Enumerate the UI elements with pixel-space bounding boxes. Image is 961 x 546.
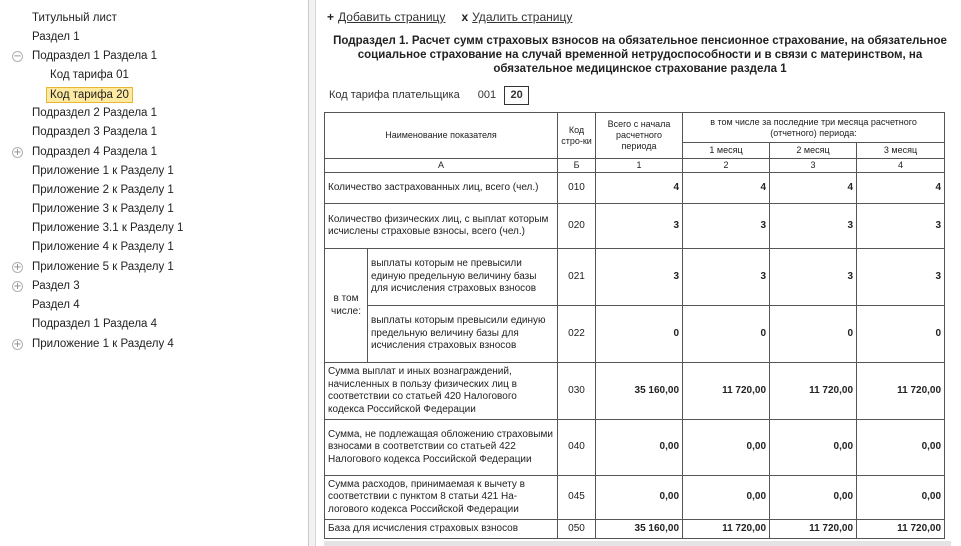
row-name: Сумма, не подлежащая обложению страховыми взносами в соответствии со статьей 422 Налогового кодекса Российской Федерации (325, 420, 558, 476)
cell-month-2[interactable]: 11 720,00 (770, 363, 857, 420)
cell-month-2[interactable]: 0,00 (770, 476, 857, 520)
delete-page-label: Удалить страницу (472, 10, 573, 24)
tree-item-subsection-1-1[interactable] (0, 47, 308, 66)
form-panel (317, 0, 961, 546)
close-icon: x (461, 10, 469, 24)
tree-item-subsection-1-4[interactable] (0, 315, 308, 334)
index-cell: А (325, 159, 558, 173)
cell-total[interactable]: 35 160,00 (596, 520, 683, 539)
in-total-label: в том числе: (325, 249, 368, 363)
table-row (325, 306, 945, 363)
table-row (325, 476, 945, 520)
header-month-1: 1 месяц (683, 143, 770, 159)
table-row (325, 363, 945, 420)
tree-item-appendix-3-1[interactable] (0, 219, 308, 238)
cell-month-2[interactable]: 0,00 (770, 420, 857, 476)
collapse-icon[interactable]: − (13, 51, 22, 62)
page-title-line: Подраздел 1. Расчет сумм страховых взносов на обязательное пенсионное страхование, на обязательное (333, 35, 947, 47)
cell-total[interactable]: 0,00 (596, 420, 683, 476)
tree-item-label: Раздел 3 (32, 280, 80, 292)
row-code: 050 (558, 520, 596, 539)
tree-item-label: Приложение 3 к Разделу 1 (32, 203, 174, 215)
row-code: 040 (558, 420, 596, 476)
table-header-row (325, 113, 945, 143)
cell-month-3[interactable]: 11 720,00 (857, 363, 945, 420)
row-code: 022 (558, 306, 596, 363)
cell-total[interactable]: 4 (596, 173, 683, 204)
cell-month-2[interactable]: 4 (770, 173, 857, 204)
table-index-row (325, 159, 945, 173)
table-row (325, 420, 945, 476)
cell-month-1[interactable]: 0 (683, 306, 770, 363)
expand-icon[interactable]: + (13, 281, 22, 292)
row-code: 010 (558, 173, 596, 204)
tariff-line-code: 001 (477, 89, 497, 101)
tree-item-appendix-1[interactable] (0, 162, 308, 181)
row-name: Количество физических лиц, с выплат которым исчислены страховые взносы, всего (чел.) (325, 204, 558, 249)
tree-item-subsection-3-1[interactable] (0, 123, 308, 142)
tree-item-appendix-4[interactable] (0, 238, 308, 257)
tree-item-section-3[interactable] (0, 277, 308, 296)
tree-item-label: Подраздел 3 Раздела 1 (32, 126, 158, 138)
index-cell: 2 (683, 159, 770, 173)
tree-scrollbar[interactable] (309, 0, 316, 546)
cell-month-1[interactable]: 11 720,00 (683, 520, 770, 539)
table-row (325, 204, 945, 249)
cell-total[interactable]: 0,00 (596, 476, 683, 520)
row-code: 030 (558, 363, 596, 420)
add-page-label: Добавить страницу (338, 10, 446, 24)
cell-month-1[interactable]: 4 (683, 173, 770, 204)
tree-item-label: Подраздел 1 Раздела 1 (32, 50, 158, 62)
index-cell: 3 (770, 159, 857, 173)
header-total: Всего с начала расчетного периода (596, 113, 683, 159)
expand-icon[interactable]: + (13, 339, 22, 350)
tariff-code-row (329, 85, 529, 105)
row-name: Сумма расходов, принимаемая к вычету в соответствии с пунктом 8 статьи 421 На-логового кодекса Российской Федерации (325, 476, 558, 520)
row-name: Количество застрахованных лиц, всего (чел.) (325, 173, 558, 204)
header-last-three: в том числе за последние три месяца расчетного (отчетного) периода: (683, 113, 945, 143)
tree-item-label: Приложение 1 к Разделу 4 (32, 338, 174, 350)
page-title-line: обязательное медицинское страхование раздела 1 (493, 63, 787, 75)
index-cell: Б (558, 159, 596, 173)
expand-icon[interactable]: + (13, 262, 22, 273)
tree-item-label: Приложение 2 к Разделу 1 (32, 184, 174, 196)
tree-item-tariff-01[interactable] (0, 66, 308, 85)
cell-total[interactable]: 3 (596, 204, 683, 249)
index-cell: 4 (857, 159, 945, 173)
tree-item-tariff-20[interactable] (0, 85, 308, 104)
row-name: Сумма выплат и иных вознаграждений, начисленных в пользу физических лиц в соответствии со статьей 420 Налогового кодекса Российской Федерации (325, 363, 558, 420)
tree-item-label: Приложение 1 к Разделу 1 (32, 165, 174, 177)
cell-total[interactable]: 3 (596, 249, 683, 306)
row-name: выплаты которым не превысили единую предельную величину базы для исчисления страховых взносов (368, 249, 558, 306)
add-page-button[interactable] (327, 10, 445, 26)
cell-month-3[interactable]: 4 (857, 173, 945, 204)
tree-item-label: Подраздел 2 Раздела 1 (32, 107, 158, 119)
row-code: 020 (558, 204, 596, 249)
tree-item-label: Приложение 3.1 к Разделу 1 (32, 222, 184, 234)
cell-month-1[interactable]: 11 720,00 (683, 363, 770, 420)
header-code: Код стро-ки (558, 113, 596, 159)
tree-item-label: Код тарифа 20 (46, 87, 133, 103)
cell-month-3[interactable]: 3 (857, 249, 945, 306)
cell-total[interactable]: 0 (596, 306, 683, 363)
tree-item-label: Подраздел 1 Раздела 4 (32, 318, 158, 330)
delete-page-button[interactable] (461, 10, 572, 26)
tree-item-appendix-2[interactable] (0, 181, 308, 200)
index-cell: 1 (596, 159, 683, 173)
cell-month-1[interactable]: 0,00 (683, 476, 770, 520)
cell-month-2[interactable]: 3 (770, 249, 857, 306)
cell-month-3[interactable]: 11 720,00 (857, 520, 945, 539)
tree-item-label: Приложение 4 к Разделу 1 (32, 241, 174, 253)
page-title-line: социальное страхование на случай временной нетрудоспособности и в связи с материнством, на (357, 49, 923, 61)
navigation-tree (0, 0, 309, 546)
row-code: 021 (558, 249, 596, 306)
contributions-table (324, 112, 945, 539)
plus-icon: + (327, 10, 335, 24)
tree-item-label: Раздел 1 (32, 31, 80, 43)
tree-item-title-page[interactable] (0, 9, 308, 28)
row-name: База для исчисления страховых взносов (325, 520, 558, 539)
page-title (329, 34, 951, 76)
cell-month-3[interactable]: 3 (857, 204, 945, 249)
tariff-label: Код тарифа плательщика (329, 89, 460, 101)
cell-month-1[interactable]: 0,00 (683, 420, 770, 476)
tree-item-label: Раздел 4 (32, 299, 80, 311)
cell-month-3[interactable]: 0 (857, 306, 945, 363)
tree-item-subsection-4-1[interactable] (0, 143, 308, 162)
expand-icon[interactable]: + (13, 147, 22, 158)
cell-month-2[interactable]: 11 720,00 (770, 520, 857, 539)
tree-item-label: Приложение 5 к Разделу 1 (32, 261, 174, 273)
tree-item-section-1[interactable] (0, 28, 308, 47)
header-month-3: 3 месяц (857, 143, 945, 159)
cell-month-1[interactable]: 3 (683, 204, 770, 249)
tree-item-appendix-5[interactable] (0, 258, 308, 277)
page-toolbar (327, 10, 572, 26)
table-row (325, 249, 945, 306)
tree-item-label: Код тарифа 01 (50, 69, 129, 81)
header-name: Наименование показателя (325, 113, 558, 159)
tree-item-subsection-2-1[interactable] (0, 104, 308, 123)
tree-item-label: Титульный лист (32, 12, 117, 24)
cell-month-3[interactable]: 0,00 (857, 420, 945, 476)
cell-month-2[interactable]: 3 (770, 204, 857, 249)
tree-item-label: Подраздел 4 Раздела 1 (32, 146, 158, 158)
row-code: 045 (558, 476, 596, 520)
cell-month-3[interactable]: 0,00 (857, 476, 945, 520)
tariff-code-field[interactable]: 20 (504, 86, 529, 105)
cell-month-2[interactable]: 0 (770, 306, 857, 363)
tree-item-appendix-1-4[interactable] (0, 335, 308, 354)
tree-item-section-4[interactable] (0, 296, 308, 315)
cell-total[interactable]: 35 160,00 (596, 363, 683, 420)
table-row (325, 173, 945, 204)
row-name: выплаты которым превысили единую предельную величину базы для исчисления страховых взносов (368, 306, 558, 363)
cell-month-1[interactable]: 3 (683, 249, 770, 306)
header-month-2: 2 месяц (770, 143, 857, 159)
table-row (325, 520, 945, 539)
tree-item-appendix-3[interactable] (0, 200, 308, 219)
horizontal-scrollbar[interactable] (324, 541, 951, 546)
